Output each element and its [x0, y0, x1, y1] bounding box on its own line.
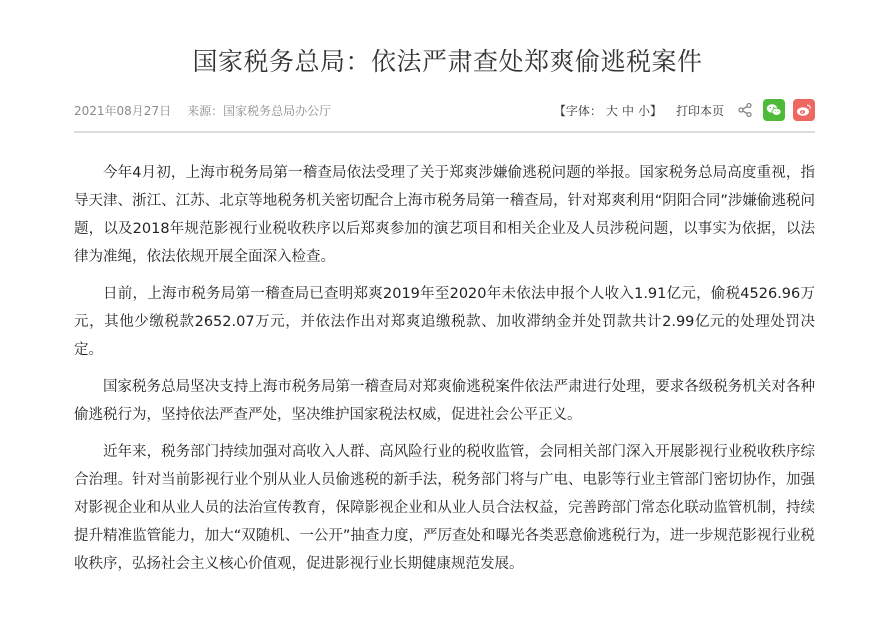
font-size-label: 【字体： [553, 103, 602, 118]
font-size-control [554, 102, 662, 119]
wechat-icon[interactable] [763, 99, 785, 121]
article-meta-bar [74, 97, 815, 123]
font-size-small-button[interactable]: 小 [637, 103, 650, 118]
font-size-label-close: 】 [649, 103, 662, 118]
font-size-medium-button[interactable]: 中 [621, 103, 634, 118]
article-paragraph: 近年来，税务部门持续加强对高收入人群、高风险行业的税收监管，会同相关部门深入开展影视行业税收秩序综合治理。针对当前影视行业个别从业人员偷逃税的新手法，税务部门将与广电、电影等行业主管部门密切协作，加强对影视企业和从业人员的法治宣传教育，保障影视企业和从业人员合法权益，完善跨部门常态化联动监管机制，持续提升精准监管能力，加大“双随机、一公开”抽查力度，严厉查处和曝光各类恶意偷逃税行为，进一步规范影视行业税收秩序，弘扬社会主义核心价值观，促进影视行业长期健康规范发展。 [74, 444, 815, 572]
source-label: 来源：国家税务总局办公厅 [187, 103, 332, 118]
share-icon[interactable] [737, 102, 753, 118]
article-body [74, 159, 815, 587]
publish-date: 2021年08月27日 [74, 103, 172, 118]
article-paragraph: 国家税务总局坚决支持上海市税务局第一稽查局对郑爽偷逃税案件依法严肃进行处理，要求各级税务机关对各种偷逃税行为，坚持依法严查严处，坚决维护国家税法权威，促进社会公平正义。 [74, 379, 815, 423]
article-paragraph: 日前，上海市税务局第一稽查局已查明郑爽2019年至2020年未依法申报个人收入1.91亿元，偷税4526.96万元，其他少缴税款2652.07万元，并依法作出对郑爽追缴税款、加收滞纳金并处罚款共计2.99亿元的处理处罚决定。 [74, 286, 815, 358]
print-page-link[interactable]: 打印本页 [675, 103, 724, 118]
page-title: 国家税务总局：依法严肃查处郑爽偷逃税案件 [192, 47, 703, 76]
font-size-large-button[interactable]: 大 [605, 103, 618, 118]
article-paragraph: 今年4月初，上海市税务局第一稽查局依法受理了关于郑爽涉嫌偷逃税问题的举报。国家税务总局高度重视，指导天津、浙江、江苏、北京等地税务机关密切配合上海市税务局第一稽查局，针对郑爽利用“阴阳合同”涉嫌偷逃税问题，以及2018年规范影视行业税收秩序以后郑爽参加的演艺项目和相关企业及人员涉税问题，以事实为依据，以法律为准绳，依法依规开展全面深入检查。 [74, 165, 815, 265]
article-tools [554, 99, 815, 121]
meta-divider [74, 131, 815, 133]
weibo-icon[interactable] [793, 99, 815, 121]
